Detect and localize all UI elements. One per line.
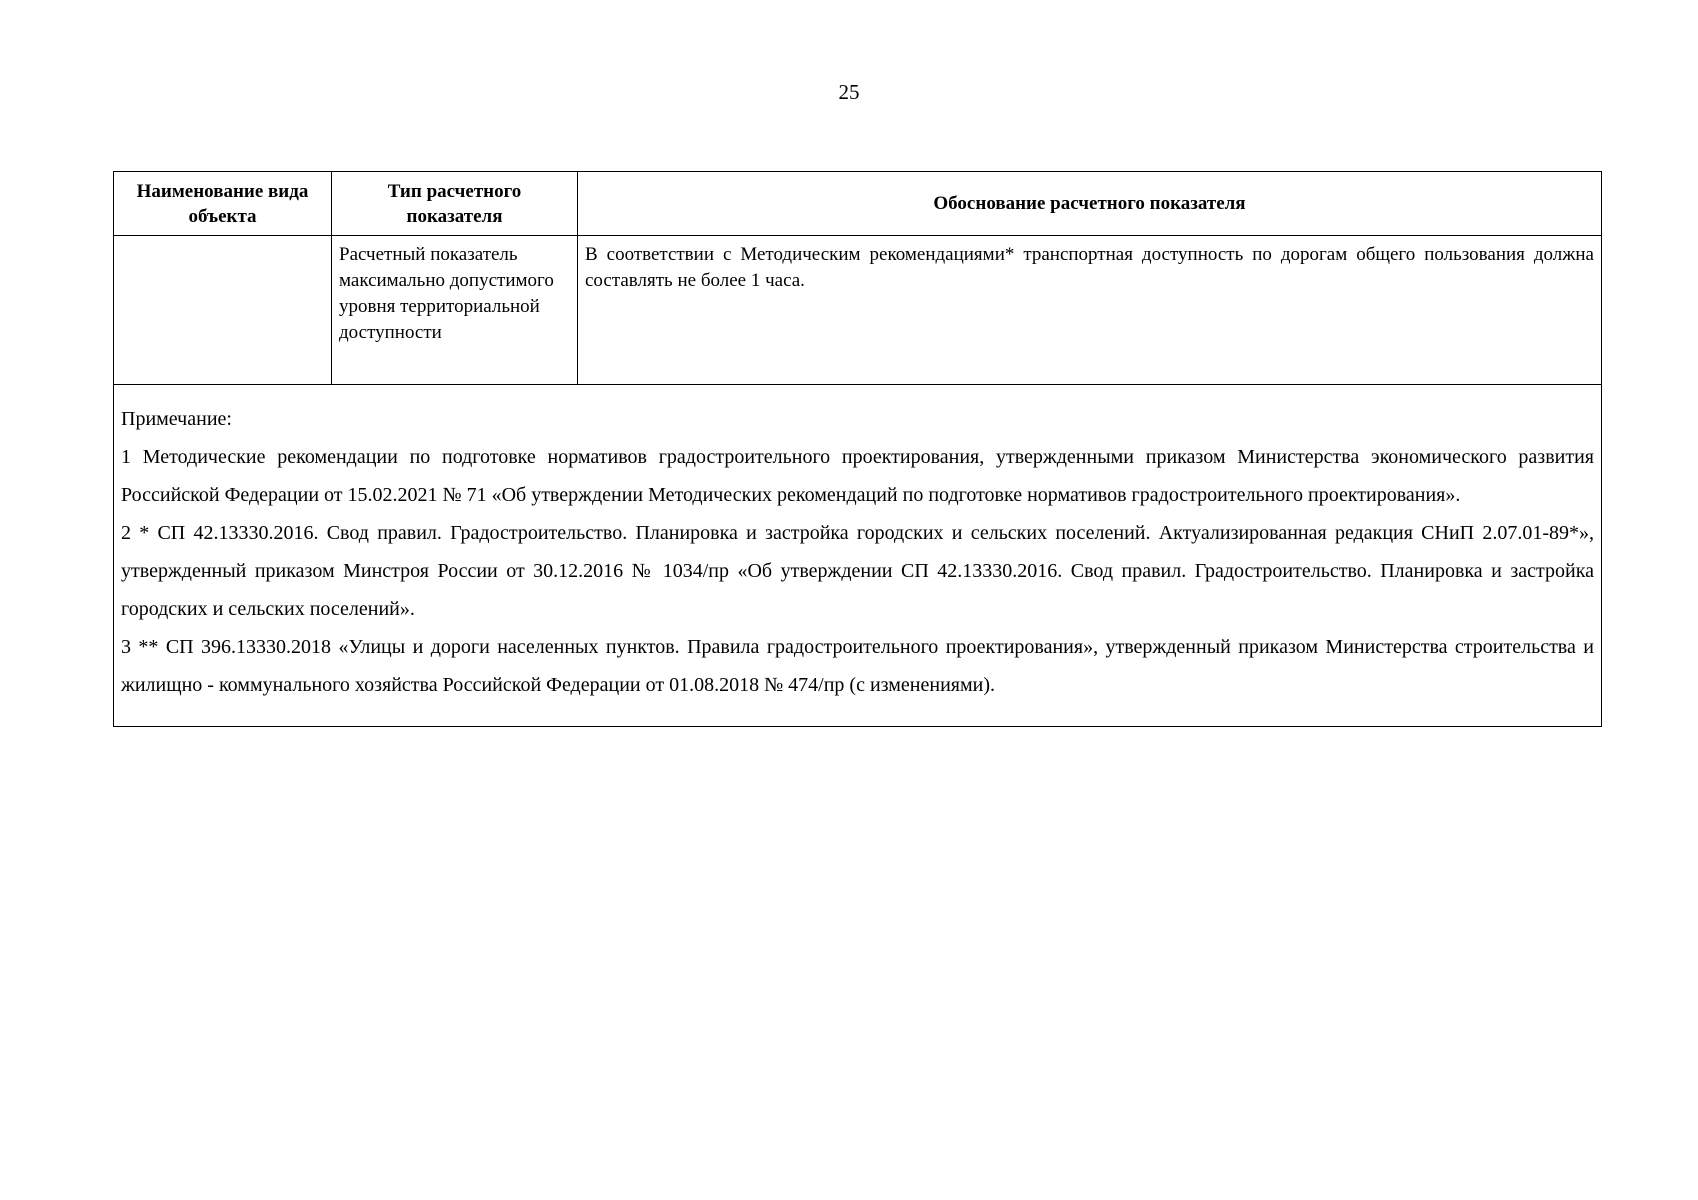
notes-cell xyxy=(114,385,1602,727)
page-number: 25 xyxy=(838,80,860,104)
cell-object-type xyxy=(114,236,332,385)
table-row xyxy=(114,236,1602,385)
header-justification: Обоснование расчетного показателя xyxy=(578,172,1602,236)
cell-indicator-type: Расчетный показатель максимально допустимого уровня территориальной доступности xyxy=(332,236,578,385)
indicator-table xyxy=(113,171,1602,727)
cell-justification: В соответствии с Методическим рекомендациями* транспортная доступность по дорогам общего пользования должна составлять не более 1 часа. xyxy=(578,236,1602,385)
table-header-row xyxy=(114,172,1602,236)
header-object-type: Наименование вида объекта xyxy=(114,172,332,236)
note-item-1: 1 Методические рекомендации по подготовке нормативов градостроительного проектирования, утвержденными приказом Министерства экономического развития Российской Федерации от 15.02.2021 № 71 «Об утверждении Методических рекомендаций по подготовке нормативов градостроительного проектирования». xyxy=(121,446,1594,506)
notes-row xyxy=(114,385,1602,727)
note-item-3: 3 ** СП 396.13330.2018 «Улицы и дороги населенных пунктов. Правила градостроительного проектирования», утвержденный приказом Министерства строительства и жилищно - коммунального хозяйства Российской Федерации от 01.08.2018 № 474/пр (с изменениями). xyxy=(121,636,1594,696)
note-item-2: 2 * СП 42.13330.2016. Свод правил. Градостроительство. Планировка и застройка городских и сельских поселений. Актуализированная редакция СНиП 2.07.01-89*», утвержденный приказом Минстроя России от 30.12.2016 № 1034/пр «Об утверждении СП 42.13330.2016. Свод правил. Градостроительство. Планировка и застройка городских и сельских поселений». xyxy=(121,522,1594,620)
notes-title: Примечание: xyxy=(121,408,232,430)
header-indicator-type: Тип расчетного показателя xyxy=(332,172,578,236)
